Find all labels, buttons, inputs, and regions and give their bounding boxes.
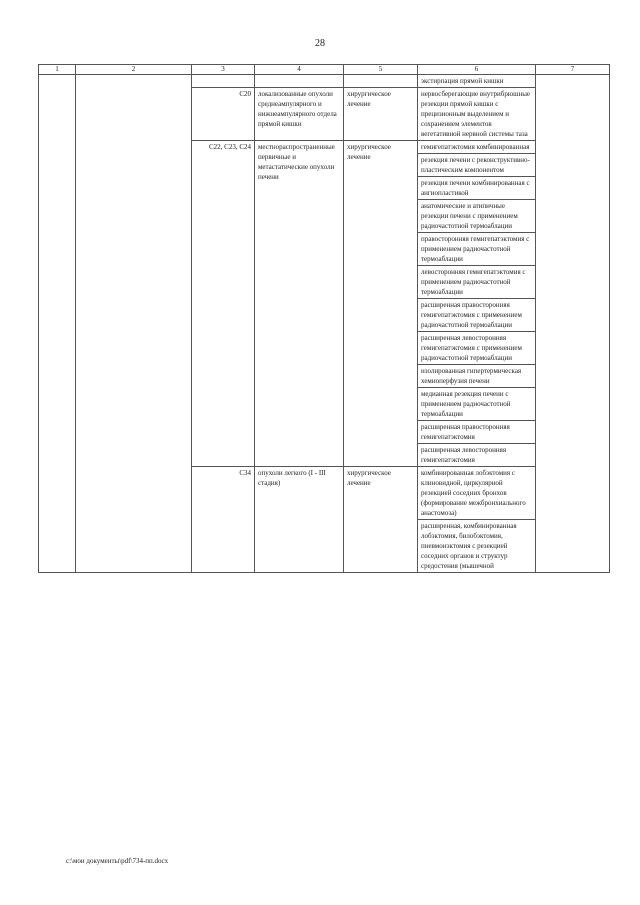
continuation-treatment-cell [344, 75, 418, 88]
icd-code-cell: C34 [192, 467, 255, 573]
condition-cell: опухоли легкого (I - III стадия) [255, 467, 344, 573]
header-cell-5: 5 [344, 65, 418, 75]
condition-cell: местнораспространенные первичные и метастатические опухоли печени [255, 141, 344, 467]
method-cell: расширенная, комбинированная лобэктомия, билобэктомия, пневмонэктомия с резекцией соседних органов и структур средостения (мышечной [418, 520, 536, 573]
footer-file-path: c:\мои документы\pdf\734-пп.docx [66, 857, 169, 865]
col2-cell [76, 75, 192, 573]
continuation-condition-cell [255, 75, 344, 88]
method-cell: медианная резекция печени с применением радиочастотной термоаблации [418, 388, 536, 421]
method-cell: расширенная левосторонняя гемигепатэктомия [418, 444, 536, 467]
icd-code-cell: C22, C23, C24 [192, 141, 255, 467]
method-cell: изолированная гипертермическая хемиоперфузия печени [418, 365, 536, 388]
col7-cell [536, 75, 610, 573]
condition-cell: локализованные опухоли среднеампулярного и нижнеампулярного отдела прямой кишки [255, 88, 344, 141]
header-cell-7: 7 [536, 65, 610, 75]
header-cell-6: 6 [418, 65, 536, 75]
header-cell-3: 3 [192, 65, 255, 75]
col1-cell [39, 75, 76, 573]
treatment-type-cell: хирургическое лечение [344, 141, 418, 467]
method-cell: нервосберегающие внутрибрюшные резекции прямой кишки с прецизионным выделением и сохранением элементов вегетативной нервной системы таза [418, 88, 536, 141]
treatment-type-cell: хирургическое лечение [344, 467, 418, 573]
method-cell: гемигепатэктомия комбинированная [418, 141, 536, 154]
table-row [39, 75, 610, 88]
method-cell: расширенная правосторонняя гемигепатэктомия [418, 421, 536, 444]
icd-code-cell: C20 [192, 88, 255, 141]
method-cell: левосторонняя гемигепатэктомия с применением радиочастотной термоаблации [418, 266, 536, 299]
treatment-type-cell: хирургическое лечение [344, 88, 418, 141]
page-number: 28 [315, 38, 325, 49]
method-cell: правосторонняя гемигепатэктомия с применением радиочастотной термоаблации [418, 233, 536, 266]
method-cell: комбинированная лобэктомия с клиновидной, циркулярной резекцией соседних бронхов (формирование межбронхиального анастомоза) [418, 467, 536, 520]
header-cell-1: 1 [39, 65, 76, 75]
method-cell: резекция печени комбинированная с ангиопластикой [418, 177, 536, 200]
method-cell: расширенная правосторонняя гемигепатэктомия с применением радиочастотной термоаблации [418, 299, 536, 332]
procedures-table [38, 64, 610, 573]
header-cell-2: 2 [76, 65, 192, 75]
method-cell: резекция печени с реконструктивно-пластическим компонентом [418, 154, 536, 177]
table-header-row [39, 65, 610, 75]
header-cell-4: 4 [255, 65, 344, 75]
continuation-method-cell: экстирпация прямой кишки [418, 75, 536, 88]
method-cell: анатомические и атипичные резекции печени с применением радиочастотной термоаблации [418, 200, 536, 233]
continuation-code-cell [192, 75, 255, 88]
method-cell: расширенная левосторонняя гемигепатэктомия с применением радиочастотной термоаблации [418, 332, 536, 365]
table-body [39, 65, 610, 573]
